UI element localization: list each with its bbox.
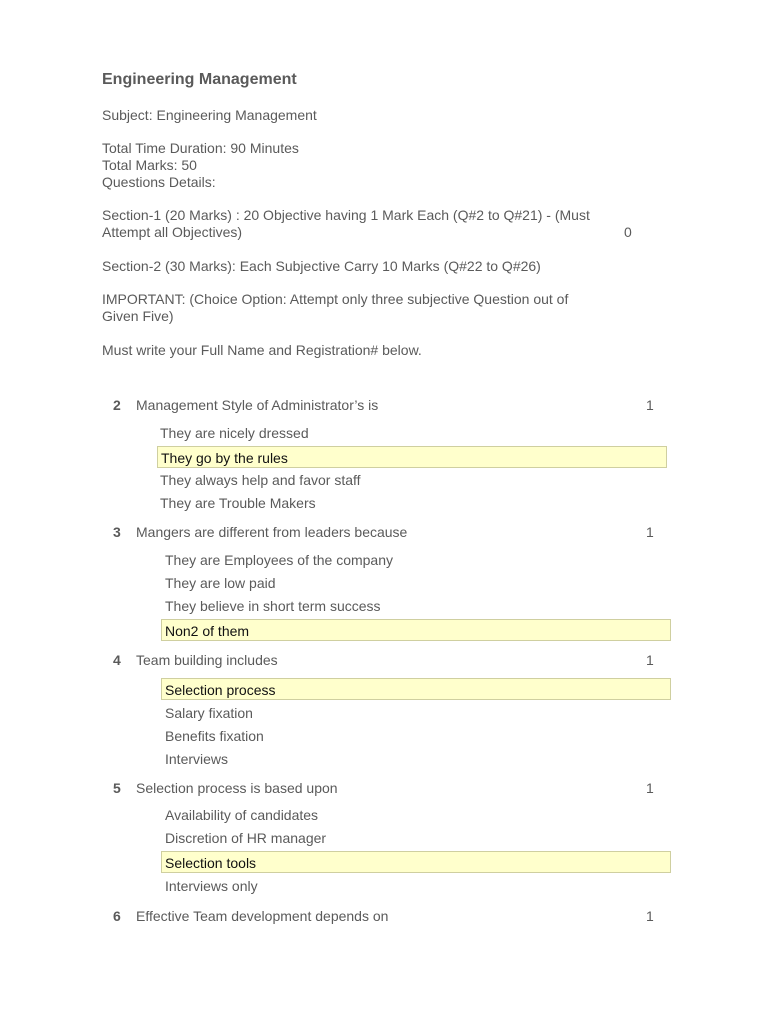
answer-option-selected[interactable]: They go by the rules (157, 446, 667, 468)
instruction-line: Must write your Full Name and Registration# below. (102, 342, 422, 358)
answer-option[interactable]: They are Employees of the company (165, 552, 394, 568)
duration-line: Total Time Duration: 90 Minutes (102, 140, 299, 156)
answer-option[interactable]: Interviews only (165, 878, 258, 894)
answer-option-selected[interactable]: Selection process (161, 678, 671, 700)
question-text: Mangers are different from leaders because (136, 524, 408, 540)
page-title: Engineering Management (102, 71, 297, 88)
question-marks: 1 (646, 397, 654, 413)
answer-option[interactable]: Interviews (165, 751, 229, 767)
question-text: Effective Team development depends on (136, 908, 389, 924)
answer-option[interactable]: They are low paid (165, 575, 276, 591)
section1-score: 0 (624, 224, 632, 240)
question-marks: 1 (646, 524, 654, 540)
details-line: Questions Details: (102, 174, 216, 190)
question-marks: 1 (646, 780, 654, 796)
question-number: 6 (113, 908, 121, 924)
question-number: 5 (113, 780, 121, 796)
important-line2: Given Five) (102, 308, 174, 324)
answer-option[interactable]: Salary fixation (165, 705, 253, 721)
answer-option[interactable]: They believe in short term success (165, 598, 381, 614)
question-number: 4 (113, 652, 121, 668)
important-line1: IMPORTANT: (Choice Option: Attempt only three subjective Question out of (102, 291, 569, 307)
question-number: 3 (113, 524, 121, 540)
answer-option-selected[interactable]: Selection tools (161, 851, 671, 873)
answer-option-selected[interactable]: Non2 of them (161, 619, 671, 641)
question-number: 2 (113, 397, 121, 413)
answer-option[interactable]: Discretion of HR manager (165, 830, 327, 846)
answer-option[interactable]: They are Trouble Makers (160, 495, 316, 511)
section1-line2: Attempt all Objectives) (102, 224, 243, 240)
answer-option[interactable]: Availability of candidates (165, 807, 319, 823)
question-text: Selection process is based upon (136, 780, 338, 796)
answer-option[interactable]: Benefits fixation (165, 728, 264, 744)
subject-line: Subject: Engineering Management (102, 107, 317, 123)
section1-line1: Section-1 (20 Marks) : 20 Objective having 1 Mark Each (Q#2 to Q#21) - (Must (102, 207, 590, 223)
marks-line: Total Marks: 50 (102, 157, 197, 173)
question-marks: 1 (646, 652, 654, 668)
answer-option[interactable]: They are nicely dressed (160, 425, 309, 441)
question-text: Management Style of Administrator’s is (136, 397, 379, 413)
answer-option[interactable]: They always help and favor staff (160, 472, 361, 488)
question-text: Team building includes (136, 652, 278, 668)
section2-line: Section-2 (30 Marks): Each Subjective Carry 10 Marks (Q#22 to Q#26) (102, 258, 541, 274)
question-marks: 1 (646, 908, 654, 924)
